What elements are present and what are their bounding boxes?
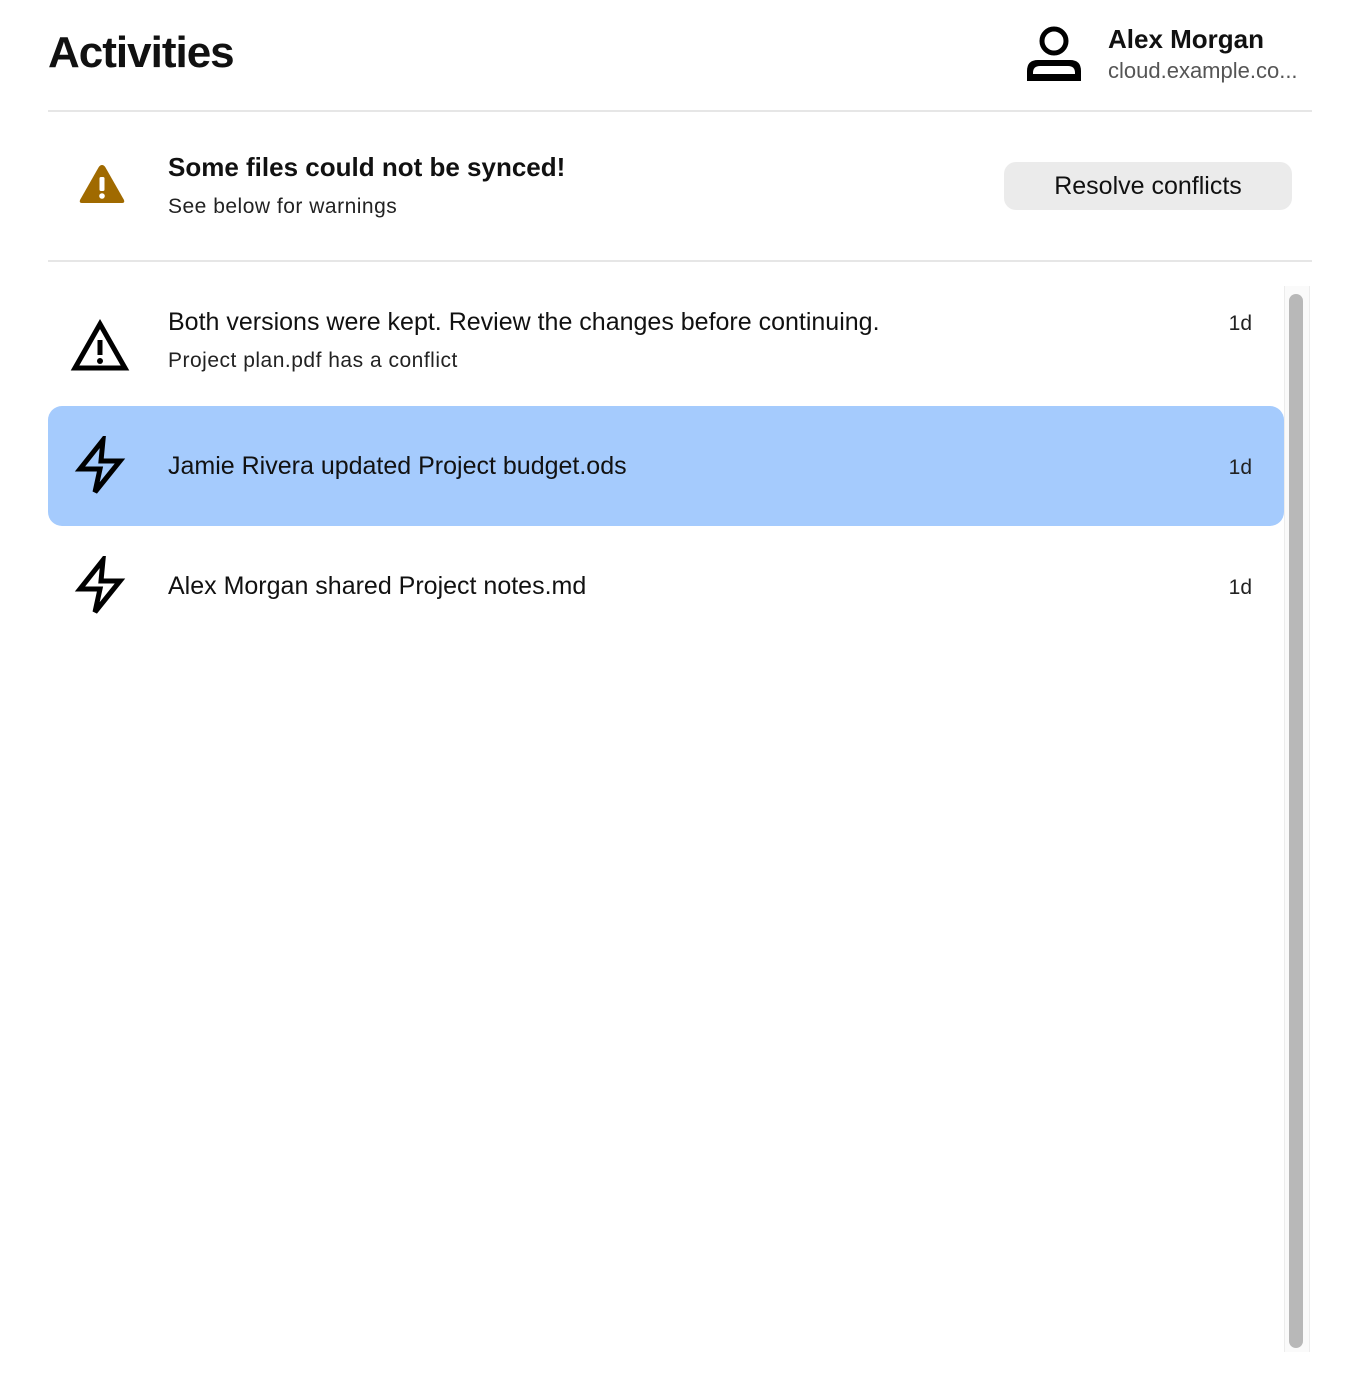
activity-list[interactable] — [48, 286, 1284, 1352]
resolve-conflicts-button[interactable]: Resolve conflicts — [1004, 162, 1292, 210]
sync-warning-banner — [48, 112, 1312, 262]
lightning-icon — [70, 556, 130, 616]
banner-title: Some files could not be synced! — [168, 152, 566, 182]
activity-item-update[interactable] — [48, 406, 1284, 526]
user-icon — [1024, 24, 1084, 84]
page-title: Activities — [48, 28, 234, 77]
activity-item-conflict[interactable] — [48, 286, 1284, 406]
activity-time: 1d — [1228, 576, 1252, 599]
activity-subtitle: Project plan.pdf has a conflict — [168, 349, 458, 372]
scrollbar-thumb[interactable] — [1289, 294, 1303, 1348]
warning-outline-icon — [70, 316, 130, 376]
warning-icon — [78, 162, 126, 206]
scrollbar[interactable] — [1284, 286, 1310, 1352]
banner-subtitle: See below for warnings — [168, 195, 398, 218]
activity-title: Both versions were kept. Review the changes before continuing. — [168, 308, 880, 336]
activity-title: Alex Morgan shared Project notes.md — [168, 572, 587, 600]
account-server: cloud.example.co... — [1108, 58, 1298, 83]
activity-time: 1d — [1228, 456, 1252, 479]
activity-item-share[interactable] — [48, 526, 1284, 646]
account-switcher[interactable] — [1018, 18, 1312, 94]
header — [48, 0, 1312, 112]
activity-time: 1d — [1228, 312, 1252, 335]
lightning-icon — [70, 436, 130, 496]
account-name: Alex Morgan — [1108, 24, 1265, 54]
activity-title: Jamie Rivera updated Project budget.ods — [168, 452, 627, 480]
